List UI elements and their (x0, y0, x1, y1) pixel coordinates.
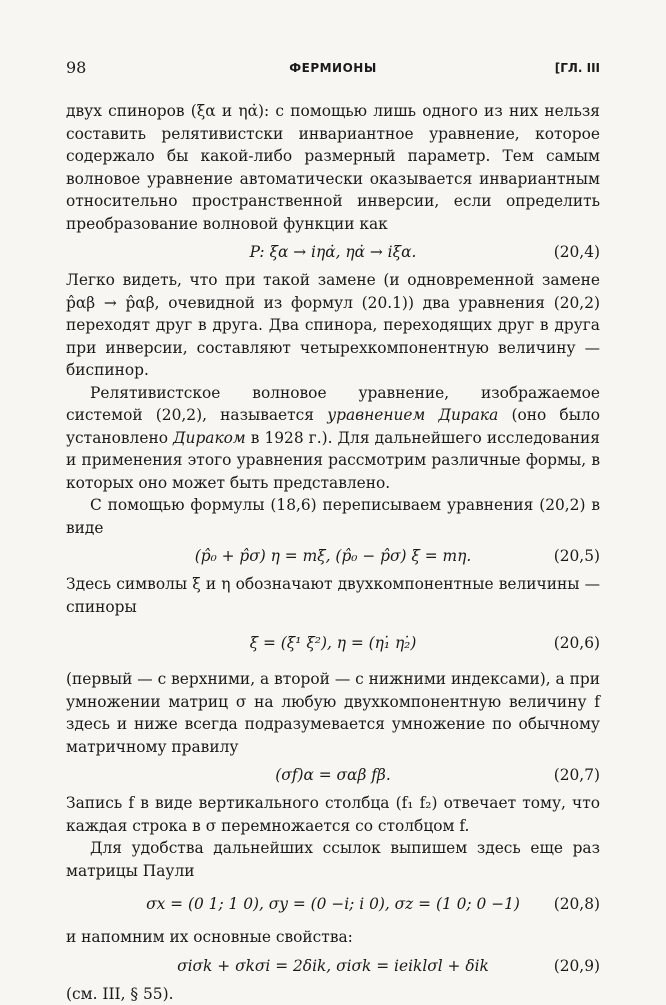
text-span: (оно было установлено (66, 406, 600, 447)
paragraph-5: Здесь символы ξ и η обозначают двухкомпонентные величины — спиноры (66, 573, 600, 618)
page-body (66, 100, 600, 1005)
equation-number: (20,7) (554, 758, 600, 792)
equation-formula: σx = (0 1; 1 0), σy = (0 −i; i 0), σz = (1 0; 0 −1) (66, 882, 600, 926)
equation-formula: ξ = (ξ¹ ξ²), η = (η₁̇ η₂̇) (66, 618, 600, 668)
paragraph-10: (см. III, § 55). (66, 983, 600, 1005)
text-span: в 1928 г.). Для дальнейшего исследования и применения этого уравнения рассмотрим различные формы, в которых оно может быть представлено. (66, 429, 600, 492)
paragraph-7: Запись f в виде вертикального столбца (f₁ f₂) отвечает тому, что каждая строка в σ перемножается со столбцом f. (66, 792, 600, 837)
equation-20-4 (66, 235, 600, 269)
equation-formula: P: ξα → iηα̇, ηα̇ → iξα. (66, 235, 600, 269)
paragraph-8: Для удобства дальнейших ссылок выпишем здесь еще раз матрицы Паули (66, 837, 600, 882)
name-dirac: Дираком (173, 429, 246, 447)
page-number: 98 (66, 58, 86, 77)
equation-20-9 (66, 949, 600, 983)
running-title: ФЕРМИОНЫ (66, 61, 600, 75)
paragraph-2: Легко видеть, что при такой замене (и одновременной замене p̂αβ → p̂αβ, очевидной из формул (20.1)) два уравнения (20,2) переходят друг в друга. Два спинора, переходящих друг в друга при инверсии, составляют четырехкомпонентную величину — биспинор. (66, 269, 600, 382)
paragraph-3 (66, 382, 600, 495)
paragraph-6: (первый — с верхними, а второй — с нижними индексами), а при умножении матриц σ на любую двухкомпонентную величину f здесь и ниже всегда подразумевается умножение по обычному матричному правилу (66, 668, 600, 758)
equation-20-6 (66, 618, 600, 668)
term-dirac-equation: уравнением Дирака (327, 406, 498, 424)
equation-number: (20,8) (554, 882, 600, 926)
equation-number: (20,4) (554, 235, 600, 269)
paragraph-4: С помощью формулы (18,6) переписываем уравнения (20,2) в виде (66, 494, 600, 539)
equation-number: (20,9) (554, 949, 600, 983)
equation-20-7 (66, 758, 600, 792)
paragraph-1: двух спиноров (ξα и ηα̇): с помощью лишь одного из них нельзя составить релятивистски инвариантное уравнение, которое содержало бы какой-либо размерный параметр. Тем самым волновое уравнение автоматически оказывается инвариантным относительно пространственной инверсии, если определить преобразование волновой функции как (66, 100, 600, 235)
equation-formula: (p̂₀ + p̂σ) η = mξ, (p̂₀ − p̂σ) ξ = mη. (66, 539, 600, 573)
equation-20-8 (66, 882, 600, 926)
book-page (66, 56, 600, 1005)
equation-formula: (σf)α = σαβ fβ. (66, 758, 600, 792)
equation-20-5 (66, 539, 600, 573)
chapter-label: [ГЛ. III (555, 61, 600, 75)
paragraph-9: и напомним их основные свойства: (66, 926, 600, 949)
equation-number: (20,6) (554, 618, 600, 668)
equation-number: (20,5) (554, 539, 600, 573)
equation-formula: σiσk + σkσi = 2δik, σiσk = ieiklσl + δik (66, 949, 600, 983)
page-header (66, 56, 600, 84)
text-span: Релятивистское волновое уравнение, изображаемое системой (20,2), называется (66, 384, 600, 425)
